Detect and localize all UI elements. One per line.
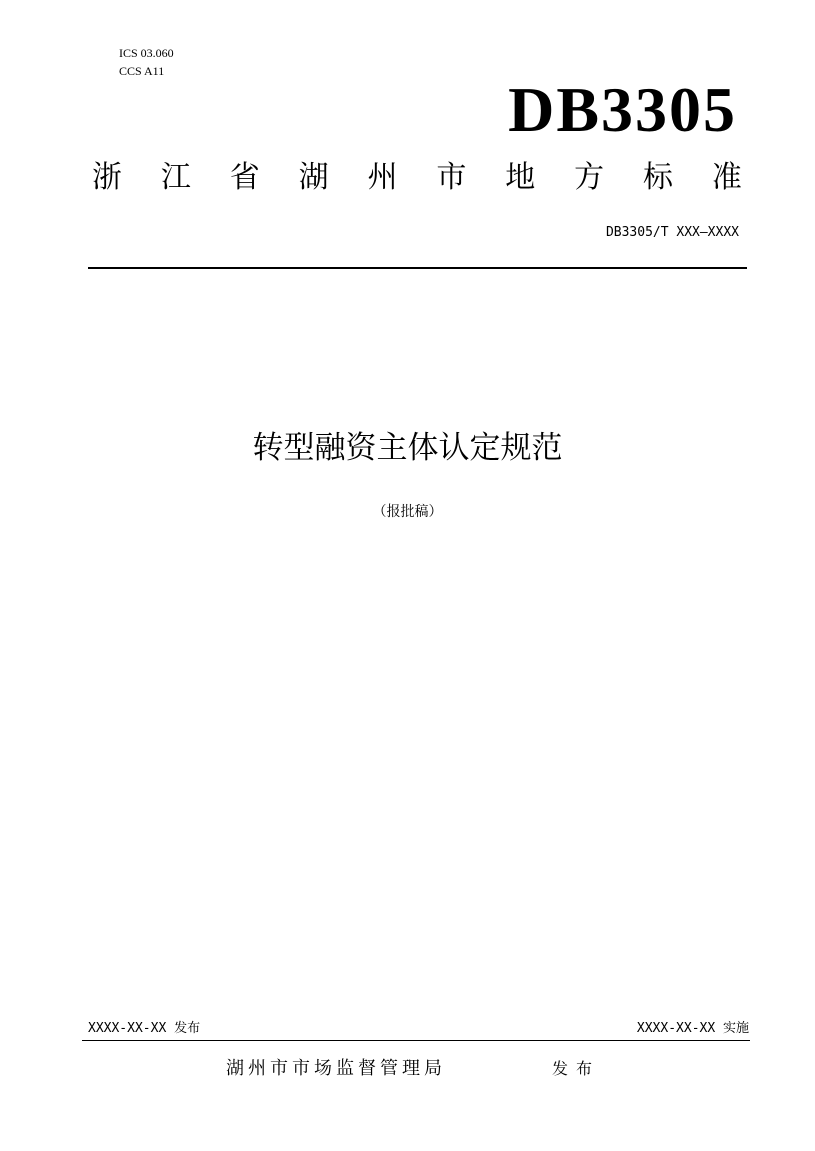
standard-org-char: 湖 <box>298 160 329 195</box>
standard-org-char: 标 <box>643 160 673 195</box>
footer-divider <box>82 1040 750 1041</box>
document-stage: （报批稿） <box>372 504 443 520</box>
standard-org-char: 地 <box>505 160 536 195</box>
standard-code: DB3305 <box>508 74 737 145</box>
standard-org-char: 省 <box>229 160 260 195</box>
document-title: 转型融资主体认定规范 <box>252 430 563 466</box>
standard-org-title <box>92 156 742 200</box>
standard-org-char: 江 <box>160 160 191 195</box>
standard-org-char: 州 <box>367 160 398 195</box>
issue-label: 发布 <box>552 1059 601 1078</box>
issue-date: XXXX-XX-XX 发布 <box>88 1021 201 1036</box>
classification-codes <box>119 44 174 80</box>
implementation-date: XXXX-XX-XX 实施 <box>636 1021 749 1036</box>
standard-org-char: 方 <box>574 160 605 195</box>
header-divider <box>88 267 747 269</box>
standard-org-char: 准 <box>711 160 742 195</box>
standard-number: DB3305/T XXX—XXXX <box>605 225 739 240</box>
issuing-authority: 湖州市市场监督管理局 <box>226 1058 446 1079</box>
standard-org-char: 市 <box>436 160 467 195</box>
standard-org-char: 浙 <box>92 160 122 195</box>
ccs-code: CCS A11 <box>119 64 165 78</box>
ics-code: ICS 03.060 <box>119 46 174 60</box>
